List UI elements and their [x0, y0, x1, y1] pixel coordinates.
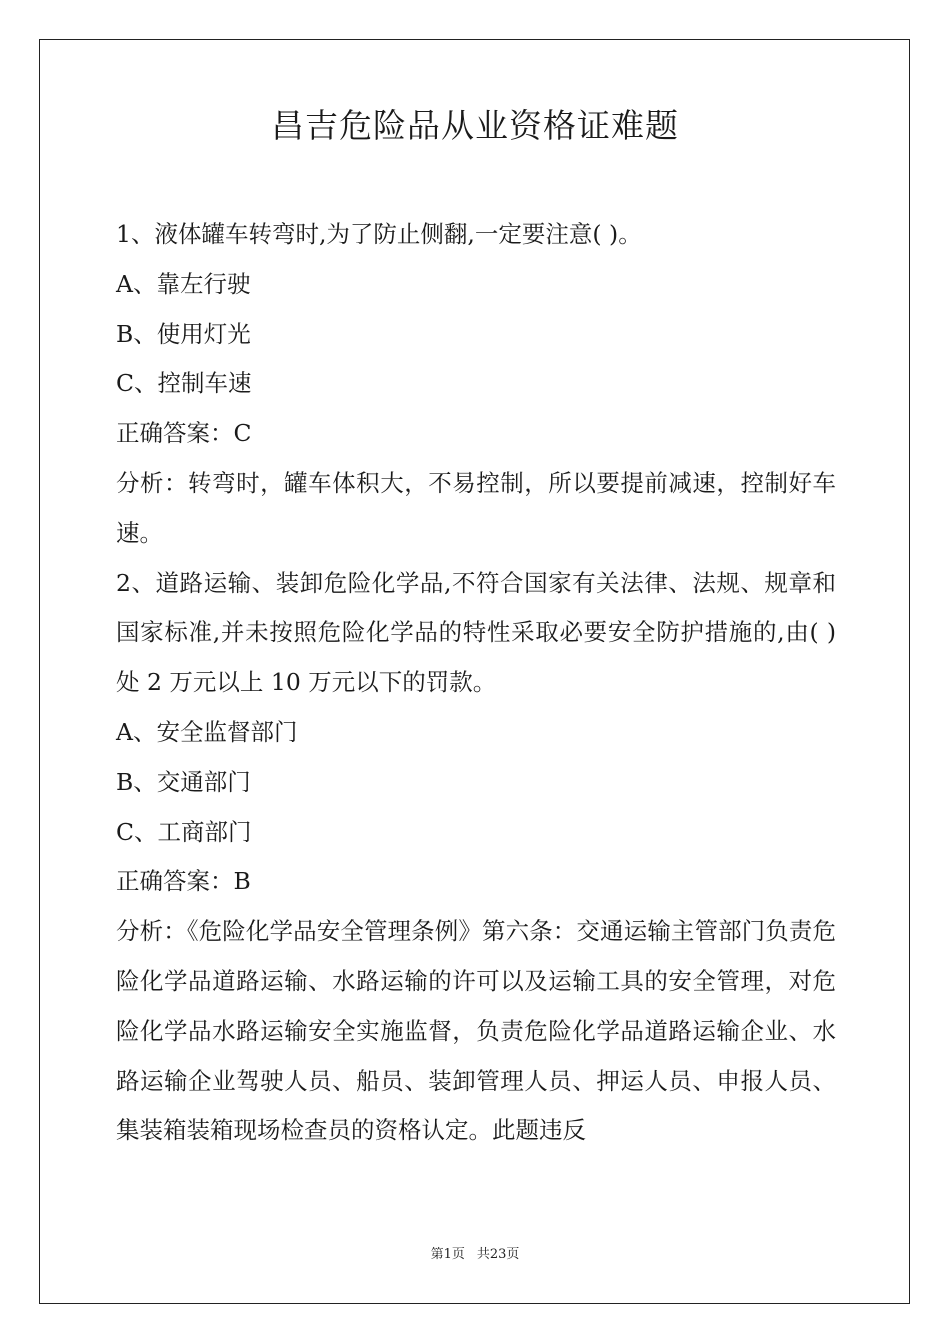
question-2 [116, 559, 836, 1157]
question-stem: 2、道路运输、装卸危险化学品,不符合国家有关法律、法规、规章和国家标准,并未按照危险化学品的特性采取必要安全防护措施的,由( )处 2 万元以上 10 万元以下的罚款。 [116, 568, 836, 697]
option-b: B、交通部门 [116, 767, 251, 796]
option-c: C、控制车速 [116, 369, 252, 398]
correct-answer: 正确答案：C [116, 419, 252, 448]
document-body [116, 210, 836, 1156]
option-a: A、安全监督部门 [116, 717, 298, 746]
analysis: 分析：《危险化学品安全管理条例》第六条：交通运输主管部门负责危险化学品道路运输、水路运输的许可以及运输工具的安全管理，对危险化学品水路运输安全实施监督，负责危险化学品道路运输企业、水路运输企业驾驶人员、船员、装卸管理人员、押运人员、申报人员、集装箱装箱现场检查员的资格认定。此题违反 [116, 917, 836, 1145]
option-c: C、工商部门 [116, 817, 252, 846]
question-1 [116, 210, 836, 559]
question-stem: 1、液体罐车转弯时,为了防止侧翻,一定要注意( )。 [116, 220, 642, 248]
page-total: 共23页 [476, 1247, 520, 1262]
document-title: 昌吉危险品从业资格证难题 [271, 106, 679, 145]
analysis: 分析：转弯时，罐车体积大，不易控制，所以要提前减速，控制好车速。 [116, 468, 836, 547]
page-number: 第1页 [430, 1247, 465, 1262]
option-b: B、使用灯光 [116, 319, 251, 348]
page-footer [0, 1246, 950, 1264]
correct-answer: 正确答案：B [116, 867, 251, 896]
option-a: A、靠左行驶 [116, 269, 251, 298]
